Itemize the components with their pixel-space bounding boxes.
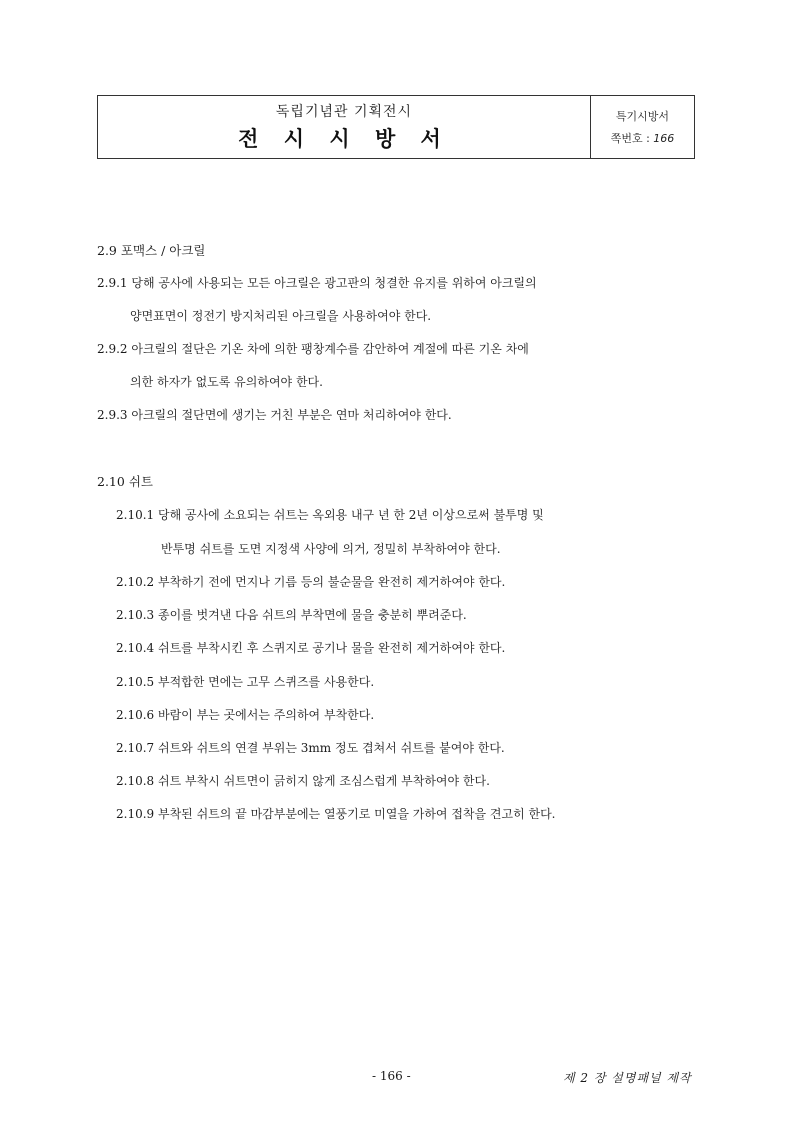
page-number-field: [611, 130, 675, 146]
clause-text: 쉬트와 쉬트의 연결 부위는 3mm 정도 겹쳐서 쉬트를 붙여야 한다.: [158, 741, 505, 755]
clause-number: 2.10.1: [116, 508, 155, 522]
clause-2-10-7: [116, 739, 505, 756]
clause-text: 부착된 쉬트의 끝 마감부분에는 열풍기로 미열을 가하여 접착을 견고히 한다.: [158, 807, 556, 821]
header-subtitle: 독립기념관 기획전시: [275, 104, 413, 120]
clause-number: 2.10.8: [116, 774, 155, 788]
footer-page-number: - 166 -: [372, 1069, 411, 1083]
clause-number: 2.9.3: [97, 408, 128, 422]
clause-2-10-6: [116, 706, 374, 723]
clause-2-9-1-cont: 양면표면이 정전기 방지처리된 아크릴을 사용하여야 한다.: [130, 309, 432, 323]
clause-text: 쉬트 부착시 쉬트면이 긁히지 않게 조심스럽게 부착하여야 한다.: [158, 774, 490, 788]
header-title: 전 시 시 방 서: [238, 127, 450, 151]
clause-text: 당해 공사에 사용되는 모든 아크릴은 광고판의 청결한 유지를 위하여 아크릴의: [131, 276, 537, 290]
clause-text: 아크릴의 절단은 기온 차에 의한 팽창계수를 감안하여 계절에 따른 기온 차에: [131, 342, 529, 356]
clause-2-10-2: [116, 573, 505, 590]
header-meta-block: [591, 96, 694, 158]
clause-2-10-1-cont: 반투명 쉬트를 도면 지정색 사양에 의거, 정밀히 부착하여야 한다.: [161, 542, 501, 556]
clause-2-10-8: [116, 772, 490, 789]
clause-text: 쉬트를 부착시킨 후 스퀴지로 공기나 물을 완전히 제거하여야 한다.: [158, 641, 506, 655]
header-title-block: [98, 96, 591, 158]
clause-2-10-5: [116, 673, 374, 690]
document-header: [97, 95, 695, 159]
clause-text: 바람이 부는 곳에서는 주의하여 부착한다.: [158, 708, 375, 722]
clause-2-10-1: [116, 506, 544, 523]
clause-2-10-3: [116, 606, 467, 623]
clause-text: 부적합한 면에는 고무 스퀴즈를 사용한다.: [158, 675, 375, 689]
clause-number: 2.10.9: [116, 807, 155, 821]
section-number: 2.10: [97, 474, 125, 489]
clause-text: 아크릴의 절단면에 생기는 거친 부분은 연마 처리하여야 한다.: [131, 408, 452, 422]
clause-text: 부착하기 전에 먼지나 기름 등의 불순물을 완전히 제거하여야 한다.: [158, 575, 506, 589]
doc-type: 특기시방서: [615, 110, 670, 123]
clause-number: 2.10.3: [116, 608, 155, 622]
clause-text: 종이를 벗겨낸 다음 쉬트의 부착면에 물을 충분히 뿌려준다.: [158, 608, 467, 622]
clause-2-10-4: [116, 639, 505, 656]
clause-number: 2.10.6: [116, 708, 155, 722]
section-heading-2-10: [97, 472, 153, 490]
section-heading-2-9: [97, 241, 205, 259]
clause-text: 당해 공사에 소요되는 쉬트는 옥외용 내구 년 한 2년 이상으로써 불투명 및: [158, 508, 544, 522]
section-title: 포맥스 / 아크릴: [120, 243, 206, 258]
page-number-label: 쪽번호 :: [610, 132, 650, 145]
footer-chapter-title: 제 2 장 설명패널 제작: [563, 1071, 692, 1085]
clause-number: 2.10.4: [116, 641, 155, 655]
clause-2-9-1: [97, 274, 537, 291]
page-number-value: 166: [653, 132, 675, 145]
clause-number: 2.10.7: [116, 741, 155, 755]
clause-number: 2.9.2: [97, 342, 128, 356]
clause-2-9-2-cont: 의한 하자가 없도록 유의하여야 한다.: [130, 375, 323, 389]
clause-number: 2.9.1: [97, 276, 128, 290]
clause-number: 2.10.5: [116, 675, 155, 689]
section-number: 2.9: [97, 243, 117, 258]
clause-2-9-3: [97, 406, 452, 423]
clause-2-10-9: [116, 805, 556, 822]
clause-number: 2.10.2: [116, 575, 155, 589]
section-title: 쉬트: [128, 474, 153, 489]
clause-2-9-2: [97, 340, 529, 357]
